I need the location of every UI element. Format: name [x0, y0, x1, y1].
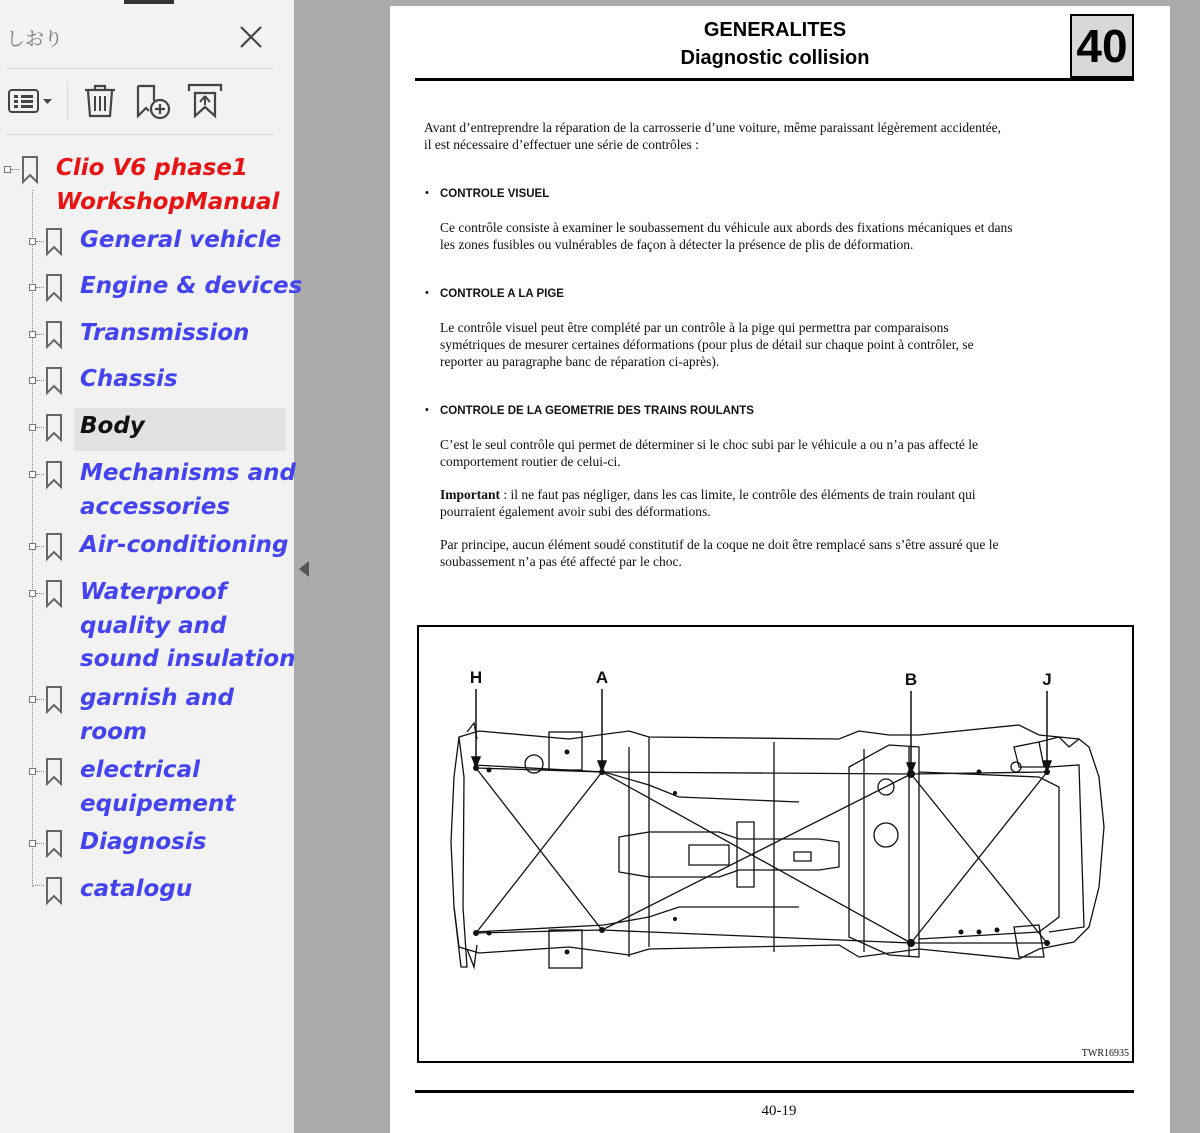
text-line: Avant d’entreprendre la réparation de la carrosserie d’une voiture, même paraissant légèrement accidentée,: [424, 120, 1001, 135]
text-line: Par principe, aucun élément soudé constitutif de la coque ne doit être remplacé sans s’être assuré que le: [440, 537, 999, 552]
expander-icon[interactable]: [29, 331, 36, 338]
page-number: 40-19: [761, 1103, 797, 1119]
bookmark-label[interactable]: [80, 529, 289, 563]
bookmark-label[interactable]: [80, 682, 234, 749]
footer-rule: [415, 1090, 1134, 1093]
bookmark-label-line: Waterproof: [80, 579, 227, 605]
bookmark-icon: [44, 227, 64, 257]
bookmark-label-line: Body: [80, 413, 145, 439]
bookmark-label-line: WorkshopManual: [56, 188, 280, 215]
tree-connector: [36, 380, 44, 381]
bookmark-label-line: General vehicle: [80, 227, 282, 253]
section-paragraph: [440, 436, 978, 470]
bookmark-label-line: garnish and: [80, 685, 235, 711]
bookmark-icon: [44, 273, 64, 303]
close-icon[interactable]: [238, 24, 264, 50]
page-title: GENERALITES: [703, 19, 847, 41]
bookmarks-panel: [0, 0, 303, 1133]
text-line: Le contrôle visuel peut être complété par un contrôle à la pige qui permettra par comparaisons: [440, 320, 949, 335]
delete-bookmark-button[interactable]: [80, 81, 120, 121]
tree-connector: [36, 241, 44, 242]
new-bookmark-button[interactable]: [132, 81, 174, 121]
options-menu-button[interactable]: [6, 81, 56, 121]
bookmark-label-line: catalogu: [80, 876, 193, 902]
figure-reference: TWR16935: [1081, 1048, 1129, 1059]
expander-icon[interactable]: [29, 696, 36, 703]
bookmark-icon: [44, 757, 64, 787]
principle-paragraph: [440, 536, 999, 570]
expander-icon[interactable]: [29, 377, 36, 384]
divider: [6, 134, 274, 135]
bookmark-label-line: Mechanisms and: [80, 460, 296, 486]
bookmark-label[interactable]: [80, 270, 302, 304]
window-edge-mark: [124, 0, 174, 4]
tree-connector: [36, 771, 44, 772]
tree-connector: [36, 334, 44, 335]
bookmark-label-line: room: [80, 718, 147, 745]
tree-connector: [36, 287, 44, 288]
tree-connector: [36, 546, 44, 547]
bookmark-icon: [44, 579, 64, 609]
section-heading: CONTROLE VISUEL: [440, 188, 550, 200]
expander-icon[interactable]: [29, 284, 36, 291]
bookmark-label[interactable]: [80, 457, 296, 524]
bookmark-label[interactable]: [80, 317, 249, 351]
expander-icon[interactable]: [29, 543, 36, 550]
page-subtitle: Diagnostic collision: [680, 47, 870, 69]
tree-connector: [33, 885, 44, 886]
expander-icon[interactable]: [4, 166, 11, 173]
bookmark-label-line: Clio V6 phase1: [56, 155, 248, 181]
point-label-j: J: [1042, 670, 1052, 689]
bookmark-icon: [44, 876, 64, 906]
add-bookmark-icon: [132, 81, 174, 121]
expander-icon[interactable]: [29, 768, 36, 775]
divider: [6, 68, 274, 69]
text-line: soubassement n’a pas été affecté par le choc.: [440, 554, 682, 569]
bookmark-label-line: Air-conditioning: [80, 532, 289, 558]
text-line: reporter au paragraphe banc de réparation ci-après).: [440, 354, 720, 369]
tree-connector: [36, 843, 44, 844]
expander-icon[interactable]: [29, 424, 36, 431]
bookmark-icon: [44, 320, 64, 350]
tree-connector: [36, 699, 44, 700]
tree-connector: [36, 593, 44, 594]
bookmark-label-line: Engine & devices: [80, 273, 303, 299]
important-paragraph: [440, 486, 976, 520]
bookmark-label-line: Diagnosis: [80, 829, 207, 855]
bookmark-icon: [44, 460, 64, 490]
bookmark-label-line: equipement: [80, 790, 236, 817]
text-line: les zones fusibles ou vulnérables de façon à détecter la présence de plis de déformation.: [440, 237, 914, 252]
tree-connector: [36, 474, 44, 475]
bookmark-icon: [44, 366, 64, 396]
expander-icon[interactable]: [29, 471, 36, 478]
bullet: •: [425, 404, 429, 416]
panel-title: しおり: [6, 28, 64, 50]
bookmark-label-line: Transmission: [80, 320, 250, 346]
bookmark-label[interactable]: [80, 576, 296, 677]
text-line: [440, 486, 976, 503]
bullet: •: [425, 287, 429, 299]
tree-connector: [32, 190, 34, 887]
bookmark-label[interactable]: [56, 152, 279, 219]
expander-icon[interactable]: [29, 590, 36, 597]
point-label-h: H: [469, 668, 483, 687]
bookmark-label-line: sound insulation: [80, 646, 296, 672]
bookmark-label-line: accessories: [80, 493, 231, 520]
bookmark-label[interactable]: [80, 410, 145, 444]
important-label: Important: [440, 487, 500, 502]
bookmark-label[interactable]: [80, 363, 178, 397]
tree-connector: [36, 427, 44, 428]
point-label-a: A: [595, 668, 609, 687]
bookmark-label-line: quality and: [80, 612, 227, 639]
section-paragraph: [440, 319, 974, 370]
text-line: il est nécessaire d’effectuer une série de contrôles :: [424, 137, 699, 152]
tree-connector: [11, 169, 19, 170]
text-line: comportement routier de celui-ci.: [440, 454, 621, 469]
bookmark-label[interactable]: [80, 826, 206, 860]
expander-icon[interactable]: [29, 238, 36, 245]
bullet: •: [425, 187, 429, 199]
toolbar-separator: [67, 82, 68, 120]
header-rule: [415, 78, 1134, 81]
section-number-badge: 40: [1070, 14, 1134, 78]
text-line: pourraient également avoir subi des déformations.: [440, 504, 711, 519]
bookmark-label[interactable]: [80, 754, 235, 821]
text-line: symétriques de mesurer certaines déformations (pour plus de détail sur chaque point à contrôler, se: [440, 337, 974, 352]
bookmark-label[interactable]: [80, 873, 192, 907]
bookmark-label-line: Chassis: [80, 366, 178, 392]
bookmark-icon: [44, 532, 64, 562]
bookmark-icon: [44, 829, 64, 859]
intro-paragraph: [424, 119, 1001, 153]
trash-icon: [80, 81, 120, 121]
chassis-drawing: [419, 627, 1132, 1061]
viewer-margin: [1170, 0, 1200, 1133]
bookmark-icon: [44, 685, 64, 715]
document-page: [390, 6, 1170, 1133]
section-heading: CONTROLE A LA PIGE: [440, 288, 564, 300]
underbody-diagram: [417, 625, 1134, 1063]
text-span: : il ne faut pas négliger, dans les cas limite, le contrôle des éléments de train roulant qui: [500, 487, 976, 502]
point-label-b: B: [904, 670, 918, 689]
text-line: Ce contrôle consiste à examiner le soubassement du véhicule aux abords des fixations mécaniques et dans: [440, 220, 1013, 235]
section-heading: CONTROLE DE LA GEOMETRIE DES TRAINS ROULANTS: [440, 405, 754, 417]
section-paragraph: [440, 219, 1012, 253]
bookmark-label-line: electrical: [80, 757, 200, 783]
text-line: C’est le seul contrôle qui permet de déterminer si le choc subi par le véhicule a ou n’a pas affecté le: [440, 437, 979, 452]
bookmark-expand-icon: [184, 81, 226, 121]
collapse-panel-icon[interactable]: [299, 561, 309, 577]
bookmark-icon: [44, 413, 64, 443]
bookmark-label[interactable]: [80, 224, 281, 258]
bookmark-icon: [20, 155, 40, 185]
expand-bookmark-button[interactable]: [184, 81, 226, 121]
expander-icon[interactable]: [29, 840, 36, 847]
list-options-icon: [6, 81, 56, 121]
